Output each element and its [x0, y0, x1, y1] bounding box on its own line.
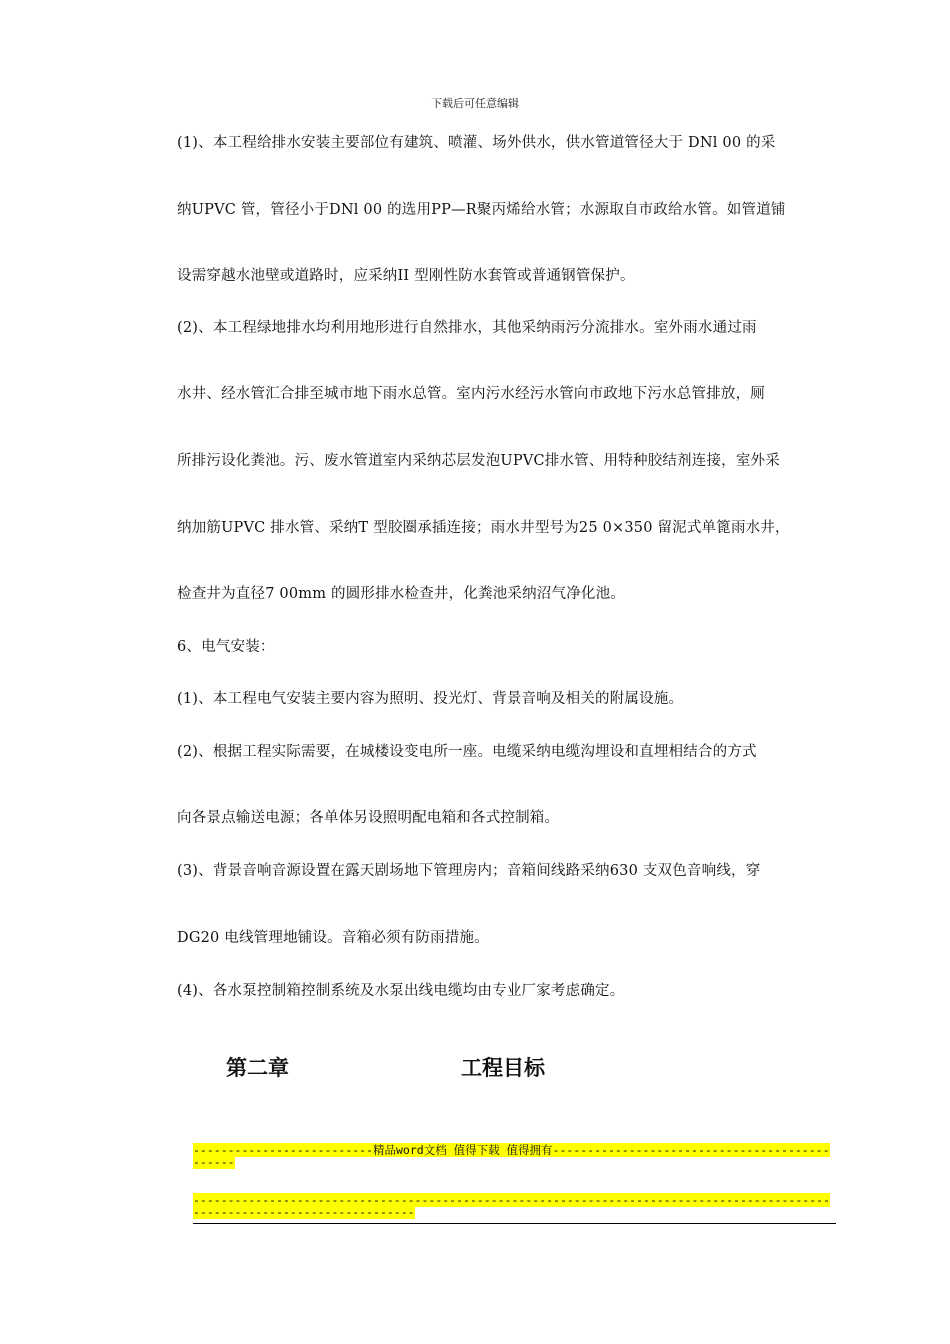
body-line-12: 向各景点输送电源；各单体另设照明配电箱和各式控制箱。: [177, 810, 560, 826]
page-header: 下载后可任意编辑: [431, 97, 519, 110]
body-line-1: (1)、本工程给排水安装主要部位有建筑、喷灌、场外供水，供水管道管径大于 DNl 00 的采: [177, 135, 776, 151]
body-line-6: 所排污设化粪池。污、废水管道室内采纳芯层发泡UPVC排水管、用特种胶结剂连接，室外采: [177, 453, 780, 469]
body-line-11: (2)、根据工程实际需要，在城楼设变电所一座。电缆采纳电缆沟埋设和直埋相结合的方式: [177, 744, 757, 760]
footer-banner-line-1: --------------------------精品word文档 值得下载 值得拥有----------------------------------------------: [193, 1143, 830, 1169]
footer-rule: [193, 1223, 836, 1224]
body-line-10: (1)、本工程电气安装主要内容为照明、投光灯、背景音响及相关的附属设施。: [177, 691, 684, 707]
body-line-14: DG20 电线管理地铺设。音箱必须有防雨措施。: [177, 930, 489, 946]
body-line-13: (3)、背景音响音源设置在露天剧场地下管理房内；音箱间线路采纳630 支双色音响线，穿: [177, 863, 761, 879]
chapter-number: 第二章: [226, 1056, 289, 1080]
body-line-7: 纳加筋UPVC 排水管、采纳T 型胶圈承插连接；雨水井型号为25 0×350 留泥式单篦雨水井，: [177, 520, 790, 536]
body-line-8: 检查井为直径7 00mm 的圆形排水检查井，化粪池采纳沼气净化池。: [177, 586, 625, 602]
body-line-5: 水井、经水管汇合排至城市地下雨水总管。室内污水经污水管向市政地下污水总管排放，厕: [177, 386, 765, 402]
body-line-15: (4)、各水泵控制箱控制系统及水泵出线电缆均由专业厂家考虑确定。: [177, 983, 625, 999]
chapter-title: 工程目标: [461, 1056, 545, 1080]
footer-banner-line-2: ----------------------------------------------------------------------------------------------------------------------------: [193, 1193, 830, 1219]
body-line-3: 设需穿越水池壁或道路时，应采纳II 型刚性防水套管或普通钢管保护。: [177, 268, 635, 284]
body-line-4: (2)、本工程绿地排水均利用地形进行自然排水，其他采纳雨污分流排水。室外雨水通过雨: [177, 320, 757, 336]
body-line-2: 纳UPVC 管，管径小于DNl 00 的选用PP—R聚丙烯给水管；水源取自市政给水管。如管道铺: [177, 202, 786, 218]
section-heading-electrical: 6、电气安装：: [177, 639, 275, 655]
